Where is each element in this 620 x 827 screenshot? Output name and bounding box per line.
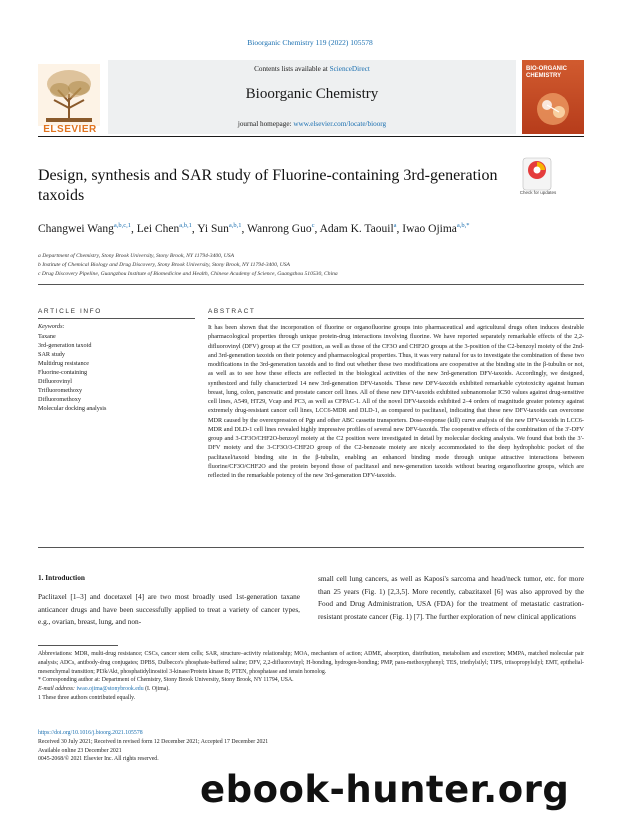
keyword: SAR study <box>38 351 65 358</box>
author-name: Yi Sun <box>197 222 229 235</box>
article-info-heading: ARTICLE INFO <box>38 308 102 315</box>
check-for-updates-label[interactable]: Check for updates <box>519 190 557 195</box>
abstract-divider <box>208 318 584 319</box>
elsevier-tree-logo-icon <box>38 64 100 126</box>
keyword: Multidrug resistance <box>38 360 90 367</box>
corresponding-author-footnote: * Corresponding author at: Department of Chemistry, Stony Brook University, Stony Brook, NY 11794, USA. <box>38 677 294 684</box>
doi-link[interactable]: https://doi.org/10.1016/j.bioorg.2021.105578 <box>38 730 143 736</box>
homepage-prefix: journal homepage: <box>237 120 292 128</box>
affiliation: b Institute of Chemical Biology and Drug Discovery, Stony Brook University, Stony Brook, NY 11794-3400, USA <box>38 262 290 268</box>
publisher-wordmark: ELSEVIER <box>43 124 97 135</box>
abstract-end-divider <box>38 547 584 548</box>
keyword: Taxane <box>38 333 56 340</box>
author-affil-marker: a,b,1 <box>228 222 242 229</box>
check-for-updates-icon[interactable] <box>522 157 552 191</box>
equal-contribution-footnote: 1 These three authors contributed equally. <box>38 694 136 701</box>
affiliation: c Drug Discovery Pipeline, Guangzhou Institute of Biomedicine and Health, Chinese Academy of Science, Guangzhou 510530, China <box>38 271 338 277</box>
copyright-line: 0045-2068/© 2021 Elsevier Inc. All rights reserved. <box>38 756 159 763</box>
author-affil-marker: a,b,c,1 <box>113 222 131 229</box>
journal-homepage-link[interactable]: www.elsevier.com/locate/bioorg <box>293 120 387 128</box>
author[interactable] <box>320 223 397 235</box>
contents-line <box>108 65 516 73</box>
keyword: Molecular docking analysis <box>38 405 107 412</box>
author-name: Lei Chen <box>136 222 180 235</box>
available-online-date: Available online 23 December 2021 <box>38 747 122 754</box>
cover-title: BIO-ORGANIC CHEMISTRY <box>526 66 567 79</box>
email-suffix: (I. Ojima). <box>145 686 170 693</box>
author-name: Adam K. Taouil <box>319 222 394 235</box>
abstract-heading: ABSTRACT <box>208 308 256 315</box>
journal-banner <box>108 60 516 134</box>
header-divider <box>38 136 584 137</box>
keyword: 3rd-generation taxoid <box>38 342 92 349</box>
introduction-column-right: small cell lung cancers, as well as Kaposi's sarcoma and head/neck tumor, etc. for more than 25 years (Fig. 1) [2,3,5]. More recently, cabazitaxel [6] was also approved by the Food and Drug Administration, USA (FDA) for the treatment of metastatic castration-resistant prostate cancer (Fig. 1) [7]. The further exploration of new clinical applications <box>318 574 584 621</box>
abbreviations-footnote: Abbreviations: MDR, multi-drug resistance; CSCs, cancer stem cells; SAR, structure–activity relationship; MOA, mechanism of action; ADME, absorption, distribution, metabolism and excretion; MMPA, matched molecular pair analysis; ADCs, antibody-drug conjugates; DPBS, Dulbecco's phosphate-buffered saline; DFV, 2,2-difluorovinyl; H-bonding, hydrogen-bonding; PMP, para-methoxyphenyl; TES, triethylsilyl; TIPS, triisopropylsilyl; EMT, epithelial-mesenchymal transition; PI3k/Akt, phosphatidylinositol 3-kinase/Protein kinase B; PTEN, phosphatase and tensin homolog. <box>38 651 584 675</box>
journal-cover-thumbnail[interactable] <box>522 60 584 134</box>
publication-info <box>38 729 338 764</box>
author[interactable] <box>247 223 314 235</box>
affiliations <box>38 252 584 279</box>
abstract-body: It has been shown that the incorporation of fluorine or organofluorine groups into pharmaceutical and agricultural drugs often induces desirable pharmacological properties through unique protein-drug interactions involving fluorine. We have reported separately remarkable effects of the 2,2-difluorovinyl (DFV) group at the C3′ position, as well as those of the CF3O and CHF2O groups at the 3-position of the C2-benzoyl moiety of the 2nd- and 3rd-generation taxoids on their potency and pharmacological properties. Thus, it was very natural for us to investigate the combination of these two modifications in the 3rd-generation taxoids and to find out whether these two modifications are cooperative at the binding site in the β-tubulin or not, as well as to see how these effects are reflected in the biological activities of the new 3rd-generation DFV-taxoids. Accordingly, we designed, synthesized and fully characterized 14 new 3rd-generation DFV-taxoids. These new DFV-taxoids exhibited remarkable cytotoxicity against human breast, lung, colon, pancreatic and prostate cancer cell lines. All of these new DFV-taxoids exhibited subnanomolar IC50 values against drug-sensitive cell lines, A549, HT29, Vcap and PC3, as well as CFPAC-1. All of the novel DFV-taxoids exhibited 2–4 orders of magnitude greater potency against extremely drug-resistant cancer cell lines, LCC6-MDR and DLD-1, as compared to paclitaxel, indicating that these new DFV-taxoids can overcome MDR caused by the overexpression of Pgp and other ABC cassette transporters. Dose-response (kill) curve analysis of the new DFV-taxoids in LCC6-MDR and DLD-1 cell lines revealed highly impressive profiles of several new DFV-taxoids. The cooperative effects of the combination of the 3′-DFV group and 3-CF3O/CHF2O-benzoyl moiety at the C2 position were investigated in detail by molecular docking analysis. We found that both the 3′-DFV moiety and the 3-CF3O/3-CHF2O group of the C2-benzoate moiety are nicely accommodated to the deep hydrophobic pocket of the paclitaxel/taxoid binding site in the β-tubulin, enabling an enhanced binding mode through unique attractive interactions between fluorine/CF3O/CHF2O and the protein beyond those of paclitaxel and new-generation taxoids without bearing organofluorine groups, which are reflected in the remarkable potency of the new 3rd-generation DFV-taxoids. <box>208 324 584 479</box>
author-list: Changwei Wang$^{a,b,c,1}$, Lei Chen$^{a,b,1}$, Yi Sun$^{a,b,1}$, Wanrong Guo$^c$, Adam K. Taouil$^a$, Iwao Ojima$^{a,b,*}$ <box>38 222 470 235</box>
author-name: Wanrong Guo <box>247 222 312 235</box>
email-footnote <box>38 685 584 694</box>
watermark: ebook-hunter.org <box>200 768 570 811</box>
footnotes <box>38 650 584 703</box>
keyword: Difluoromethoxy <box>38 396 81 403</box>
author-affil-marker: a,b,1 <box>179 222 192 229</box>
email-label: E-mail address: <box>38 686 75 693</box>
keyword: Fluorine-containing <box>38 369 88 376</box>
journal-name: Bioorganic Chemistry <box>245 86 379 102</box>
keyword: Trifluoromethoxy <box>38 387 83 394</box>
section-divider <box>38 284 584 285</box>
keywords-list <box>38 332 195 413</box>
author-name: Changwei Wang <box>38 222 114 235</box>
article-info-divider <box>38 318 195 319</box>
footnote-divider <box>38 645 118 646</box>
introduction-column-left: Paclitaxel [1–3] and docetaxel [4] are two most broadly used 1st-generation taxane anticancer drugs and have been successfully applied to treat a variety of cancer types, e.g., ovarian, breast, lung, and non- <box>38 592 300 626</box>
author[interactable] <box>38 223 131 235</box>
author[interactable] <box>402 223 469 235</box>
article-title: Design, synthesis and SAR study of Fluorine-containing 3rd-generation taxoids <box>38 167 498 204</box>
keyword: Difluorovinyl <box>38 378 73 385</box>
introduction-heading: 1. Introduction <box>38 573 85 582</box>
contents-prefix: Contents lists available at <box>254 65 328 73</box>
author-affil-marker: c <box>311 222 315 229</box>
author[interactable] <box>137 223 192 235</box>
email-link[interactable]: iwao.ojima@stonybrook.edu <box>76 686 144 693</box>
author-affil-marker: a <box>393 222 397 229</box>
author[interactable] <box>197 223 241 235</box>
sciencedirect-link[interactable]: ScienceDirect <box>329 65 370 73</box>
keywords-label: Keywords: <box>38 323 65 330</box>
homepage-line <box>108 120 516 128</box>
author-affil-marker: a,b,* <box>456 222 470 229</box>
cover-molecule-icon <box>534 90 572 128</box>
journal-reference[interactable]: Bioorganic Chemistry 119 (2022) 105578 <box>247 38 373 47</box>
journal-header <box>38 60 584 134</box>
author-name: Iwao Ojima <box>402 222 457 235</box>
affiliation: a Department of Chemistry, Stony Brook University, Stony Brook, NY 11794-3400, USA <box>38 253 235 259</box>
received-dates: Received 30 July 2021; Received in revised form 12 December 2021; Accepted 17 December 2021 <box>38 738 269 745</box>
